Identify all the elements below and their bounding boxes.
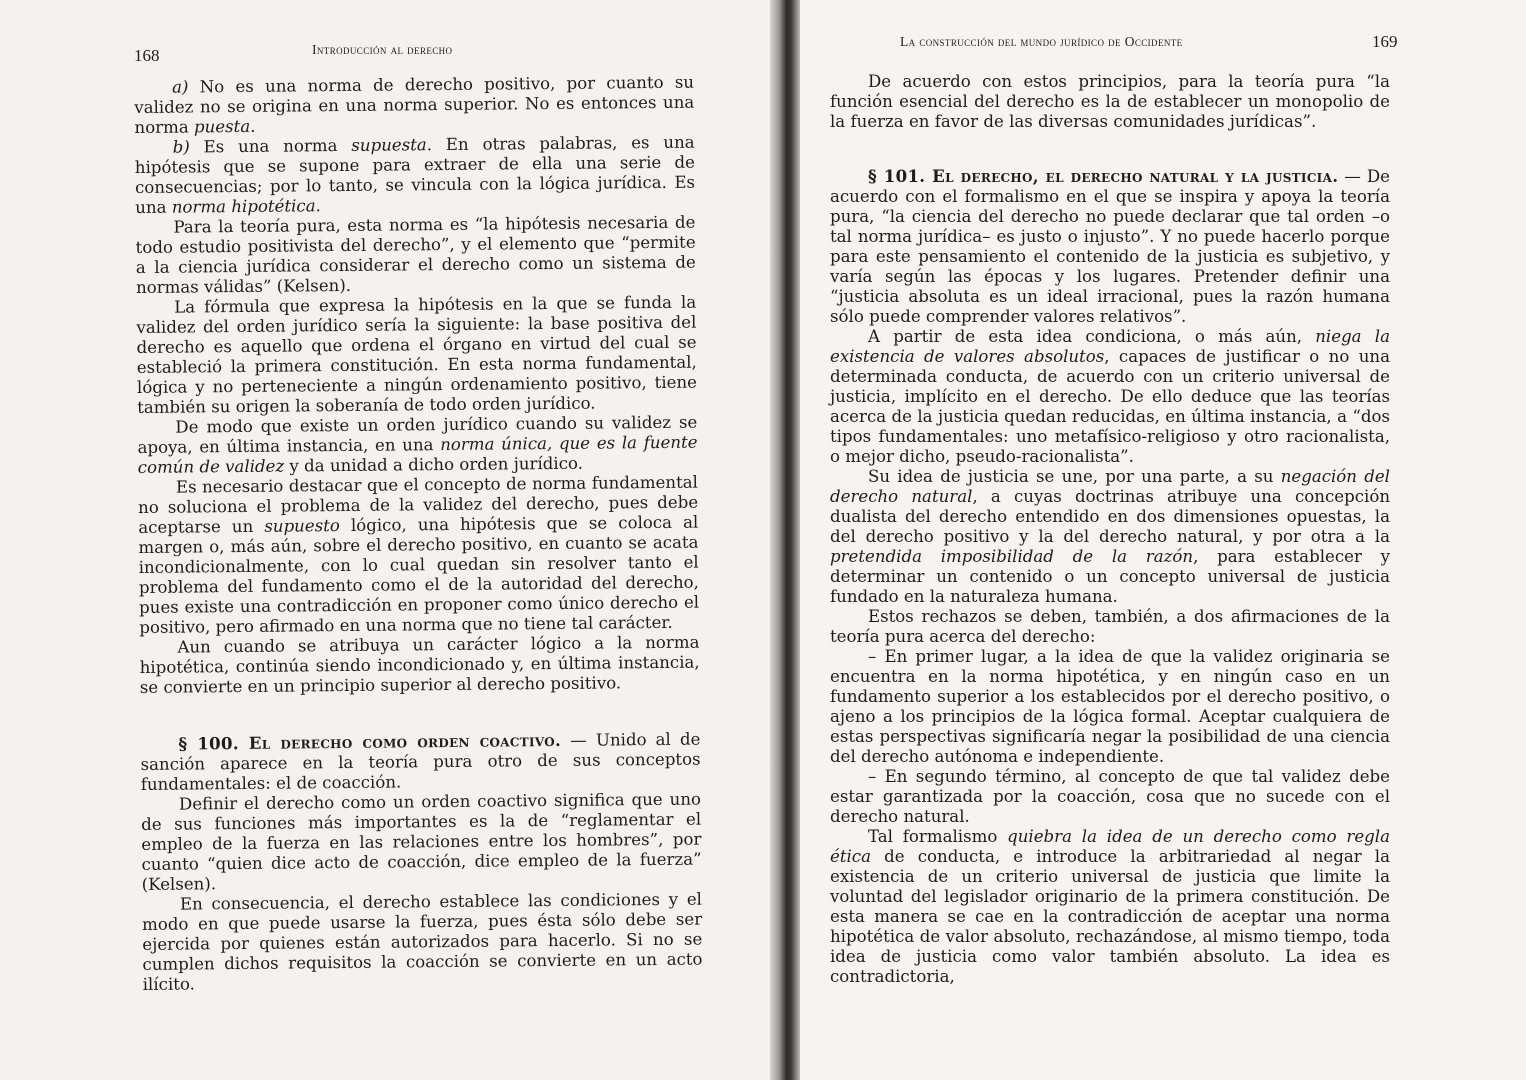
book-spine	[770, 0, 800, 1080]
paragraph: En consecuencia, el derecho establece las condiciones y el modo en que puede usarse la fuerza, pues ésta sólo debe ser ejercida por quienes están autorizados para hacerlo. Si no se cumplen dichos requisitos la coacción se convierte en un acto ilícito.	[142, 889, 703, 994]
paragraph: Definir el derecho como un orden coactivo significa que uno de sus funciones más importantes es la de “reglamentar el empleo de la fuerza en las relaciones entre los hombres”, por cuanto “quien dice acto de coacción, dice empleo de la fuerza” (Kelsen).	[141, 789, 702, 894]
running-head-right: La construcción del mundo jurídico de Occidente	[900, 34, 1183, 49]
paragraph: a) No es una norma de derecho positivo, por cuanto su validez no se origina en una norma superior. No es entonces una norma puesta.	[134, 72, 695, 137]
paragraph: La fórmula que expresa la hipótesis en la que se funda la validez del orden jurídico sería la siguiente: la base positiva del derecho es aquello que ordena el órgano en virtud del cual se estableció la primera constitución. En esta norma fundamental, lógica y no perteneciente a ningún ordenamiento positivo, tiene también su origen la soberanía de todo orden jurídico.	[136, 292, 698, 417]
list-item: – En primer lugar, a la idea de que la validez originaria se encuentra en la norma hipotética, y en ningún caso en un fundamento superior a los establecidos por el derecho positivo, o ajeno a los principios de la lógica formal. Aceptar cualquiera de estas perspectivas significaría negar la posibilidad de una ciencia del derecho autónoma e independiente.	[830, 647, 1390, 766]
paragraph: b) Es una norma supuesta. En otras palabras, es una hipótesis que se supone para extraer de ella una serie de consecuencias; por lo tanto, se vincula con la lógica jurídica. Es una norma hipotética.	[134, 132, 696, 217]
page-number-left: 168	[134, 46, 160, 65]
section-101-heading: § 101. El derecho, el derecho natural y la justicia. — De acuerdo con el formalismo en el que se inspira y apoya la teoría pura, “la ciencia del derecho no puede declarar que tal orden –o tal norma jurídica– es justo o injusto”. Y no puede hacerlo porque para este pensamiento el contenido de la justicia es subjetivo, y varía según las épocas y los lugares. Pretender definir una “justicia absoluta es un ideal irracional, pues la razón humana sólo puede comprender valores relativos”.	[830, 166, 1390, 326]
paragraph: De acuerdo con estos principios, para la teoría pura “la función esencial del derecho es la de establecer un monopolio de la fuerza en favor de las diversas comunidades jurídicas”.	[830, 72, 1390, 131]
running-head-left: Introducción al derecho	[312, 42, 453, 57]
paragraph: A partir de esta idea condiciona, o más aún, niega la existencia de valores absolutos, capaces de justificar o no una determinada conducta, de acuerdo con un criterio universal de justicia, implícito en el derecho. De ello deduce que las teorías acerca de la justicia quedan reducidas, en última instancia, a “dos tipos fundamentales: uno metafísico-religioso y otro racionalista, o mejor dicho, pseudo-racionalista”.	[830, 327, 1390, 466]
left-page-body	[134, 73, 703, 995]
page-number-right: 169	[1372, 32, 1398, 51]
section-title: § 100. El derecho como orden coactivo.	[178, 729, 562, 754]
paragraph: De modo que existe un orden jurídico cuando su validez se apoya, en última instancia, en una norma única, que es la fuente común de validez y da unidad a dicho orden jurídico.	[137, 412, 698, 477]
section-title: § 101. El derecho, el derecho natural y la justicia.	[868, 166, 1339, 186]
right-page	[800, 0, 1526, 1080]
list-item: – En segundo término, al concepto de que tal validez debe estar garantizada por la coacción, cosa que no sucede con el derecho natural.	[830, 767, 1390, 826]
paragraph: Es necesario destacar que el concepto de norma fundamental no soluciona el problema de la validez del derecho, pues debe aceptarse un supuesto lógico, una hipótesis que se coloca al margen o, más aún, sobre el derecho positivo, en cuanto se acata incondicionalmente, con lo cual quedan sin resolver tanto el problema del fundamento como el de la autoridad del derecho, pues existe una contradicción en proponer como único derecho el positivo, pero afirmado en una norma que no tiene tal carácter.	[138, 472, 700, 637]
right-page-body	[830, 72, 1390, 987]
paragraph: Su idea de justicia se une, por una parte, a su negación del derecho natural, a cuyas doctrinas atribuye una concepción dualista del derecho entendido en dos dimensiones opuestas, la del derecho positivo y la del derecho natural, y por otra a la pretendida imposibilidad de la razón, para establecer y determinar un contenido o un concepto universal de justicia fundado en la naturaleza humana.	[830, 467, 1391, 606]
paragraph: Aun cuando se atribuya un carácter lógico a la norma hipotética, continúa siendo incondicionado y, en última instancia, se convierte en un principio superior al derecho positivo.	[139, 632, 700, 697]
paragraph: Para la teoría pura, esta norma es “la hipótesis necesaria de todo estudio positivista del derecho”, y el elemento que “permite a la ciencia jurídica considerar el derecho como un sistema de normas válidas” (Kelsen).	[135, 212, 696, 297]
section-100-heading: § 100. El derecho como orden coactivo. — Unido al de sanción aparece en la teoría pura otro de sus conceptos fundamentales: el de coacción.	[140, 729, 701, 794]
paragraph: Tal formalismo quiebra la idea de un derecho como regla ética de conducta, e introduce la arbitrariedad al negar la existencia de un criterio universal de justicia que limite la voluntad del legislador originario de la primera constitución. De esta manera se cae en la contradicción de aceptar una norma hipotética de valor absoluto, rechazándose, al mismo tiempo, toda idea de justicia como valor también absoluto. La idea es contradictoria,	[830, 827, 1390, 986]
paragraph: Estos rechazos se deben, también, a dos afirmaciones de la teoría pura acerca del derecho:	[830, 607, 1390, 646]
